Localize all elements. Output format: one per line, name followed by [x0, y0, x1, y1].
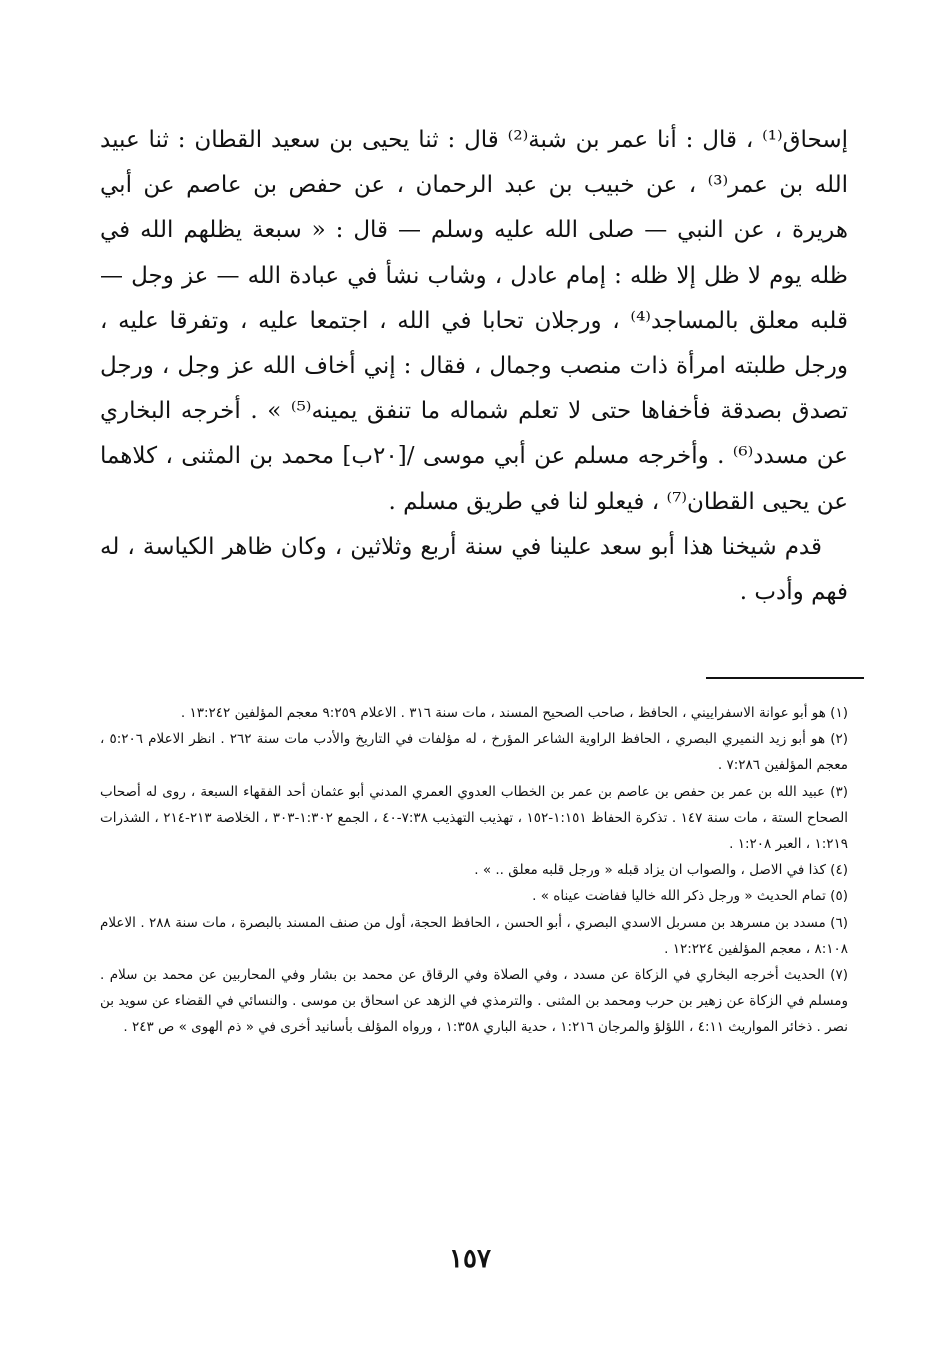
main-paragraph: قدم شيخنا هذا أبو سعد علينا في سنة أربع وثلاثين ، وكان ظاهر الكياسة ، له فهم وأدب . — [100, 533, 848, 606]
footnote: (٦) مسدد بن مسرهد بن مسربل الاسدي البصري ، أبو الحسن ، الحافظ الحجة، أول من صنف المسند بالبصرة ، مات سنة ٢٨٨ . الاعلام ٨:١٠٨ ، معجم المؤلفين ١٢:٢٢٤ . — [100, 914, 848, 957]
main-paragraph: إسحاق⁽¹⁾ ، قال : أنا عمر بن شبة⁽²⁾ قال : ثنا يحيى بن سعيد القطان : ثنا عبيد الله بن عمر⁽³⁾ ، عن خبيب بن عبد الرحمان ، عن حفص بن عاصم عن أبي هريرة ، عن النبي — صلى الله عليه وسلم — قال : « سبعة يظلهم الله في ظله يوم لا ظل إلا ظله : إمام عادل ، وشاب نشأ في عبادة الله — عز وجل — قلبه معلق بالمساجد⁽⁴⁾ ، ورجلان تحابا في الله ، اجتمعا عليه ، وتفرقا عليه ، ورجل طلبته امرأة ذات منصب وجمال ، فقال : إني أخاف الله عز وجل ، ورجل تصدق بصدقة فأخفاها حتى لا تعلم شماله ما تنفق يمينه⁽⁵⁾ » . أخرجه البخاري عن مسدد⁽⁶⁾ . وأخرجه مسلم عن أبي موسى /[٢٠ب] محمد بن المثنى ، كلاهما عن يحيى القطان⁽⁷⁾ ، فيعلو لنا في طريق مسلم . — [100, 127, 849, 515]
footnote: (١) هو أبو عوانة الاسفراييني ، الحافظ ، صاحب الصحيح المسند ، مات سنة ٣١٦ . الاعلام ٩:٢٥٩ معجم المؤلفين ١٣:٢٤٢ . — [180, 705, 848, 721]
footnote: (٤) كذا في الاصل ، والصواب ان يزاد قبله « ورجل قلبه معلق .. » . — [474, 862, 848, 879]
footnote: (٧) الحديث أخرجه البخاري في الزكاة عن مسدد ، وفي الصلاة وفي الرقاق عن محمد بن بشار وفي المحاربين عن محمد بن سلام . ومسلم في الزكاة عن زهير بن حرب ومحمد بن المثنى . والترمذي في الزهد عن اسحاق بن موسى . والنسائي في القضاء عن سويد بن نصر . ذخائر المواريث ٤:١١ ، اللؤلؤ والمرجان ١:٢١٦ ، حدية الباري ١:٣٥٨ ، ورواه المؤلف بأسانيد أخرى في « ذم الهوى » ص ٢٤٣ . — [100, 967, 848, 1036]
footnote-divider — [706, 677, 864, 679]
page-number: ١٥٧ — [449, 1244, 491, 1274]
footnotes — [100, 700, 848, 1041]
footnote: (٢) هو أبو زيد النميري البصري ، الحافظ الراوية الشاعر المؤرخ ، له مؤلفات في التاريخ والأدب مات سنة ٢٦٢ . انظر الاعلام ٥:٢٠٦ ، معجم المؤلفين ٧:٢٨٦ . — [100, 731, 849, 774]
main-text — [100, 118, 848, 615]
footnote: (٣) عبيد الله بن عمر بن حفص بن عاصم بن عمر بن الخطاب العدوي العمري المدني أبو عثمان أحد الفقهاء السبعة ، روى له أصحاب الصحاح الستة ، مات سنة ١٤٧ . تذكرة الحفاظ ١:١٥١-١٥٢ ، تهذيب التهذيب ٧:٣٨-٤٠ ، الجمع ١:٣٠٢-٣٠٣ ، الخلاصة ٢١٣-٢١٤ ، الشذرات ١:٢١٩ ، العبر ١:٢٠٨ . — [100, 783, 848, 853]
footnote: (٥) تمام الحديث « ورجل ذكر الله خاليا ففاضت عيناه » . — [532, 888, 848, 905]
